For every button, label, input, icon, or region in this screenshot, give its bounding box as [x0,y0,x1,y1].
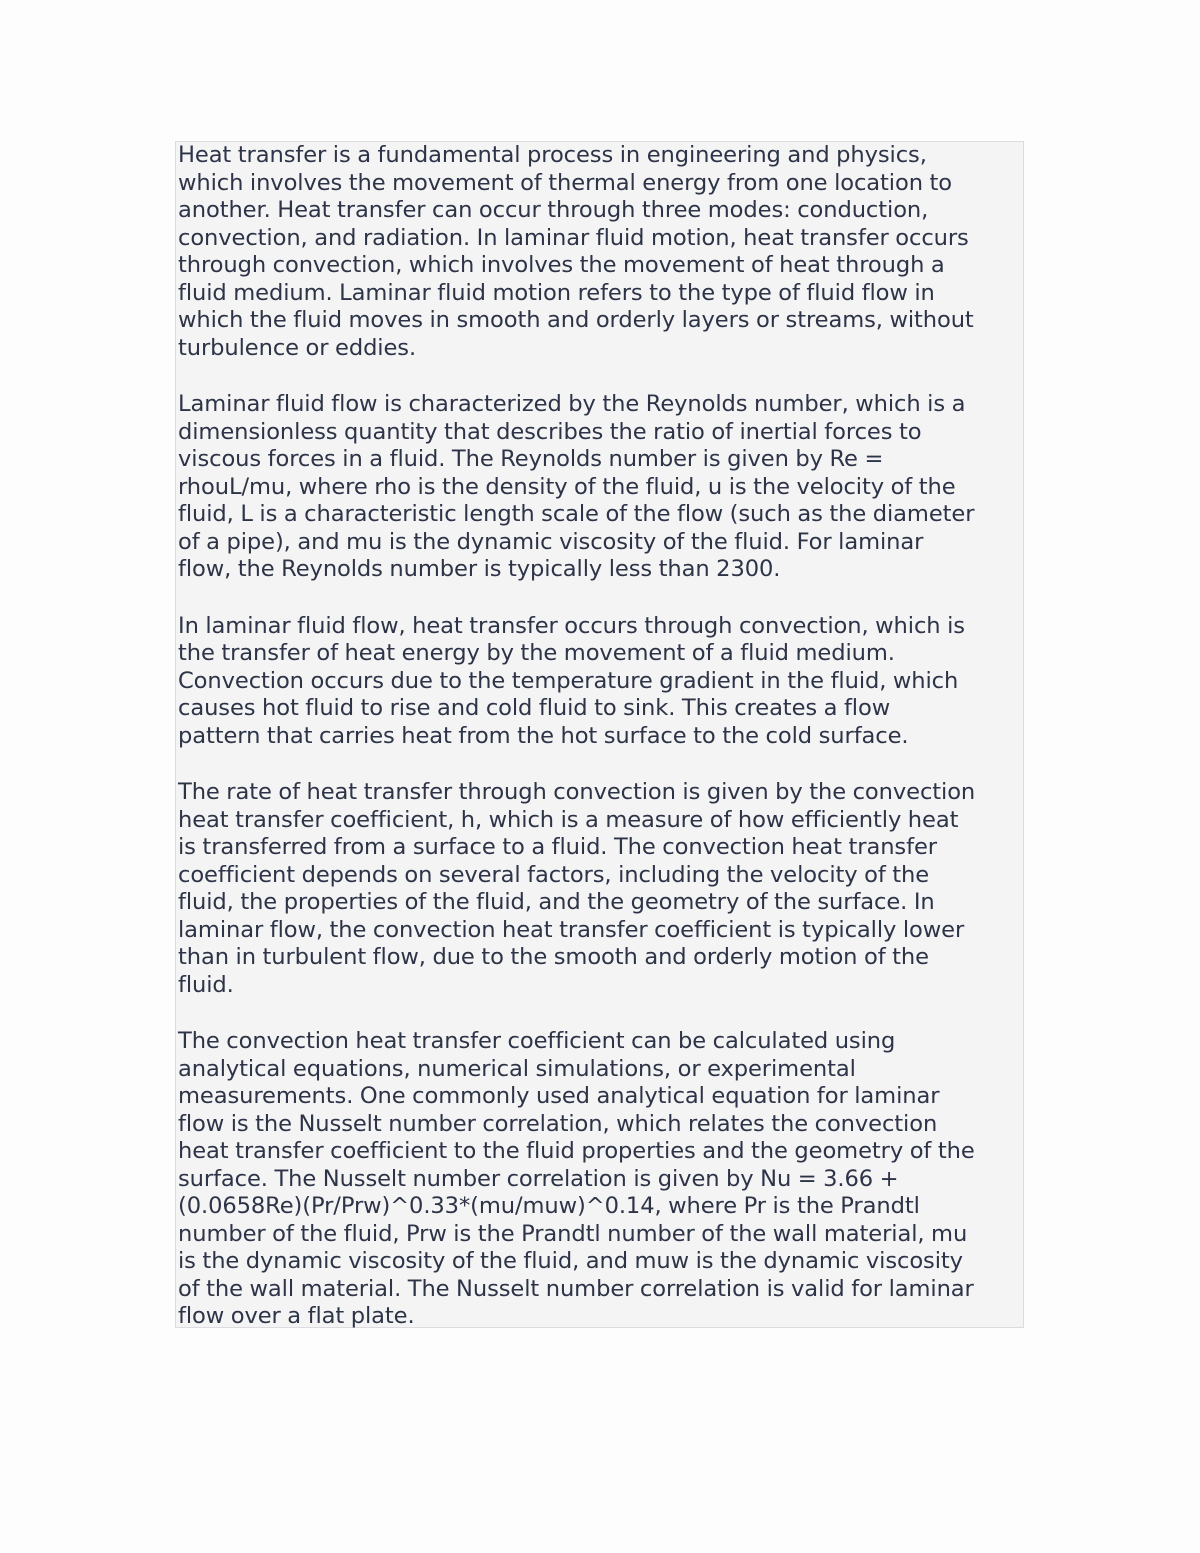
paragraph-convection [178,613,1021,751]
text-line: fluid medium. Laminar fluid motion refers to the type of fluid flow in [178,279,935,306]
text-line: viscous forces in a fluid. The Reynolds number is given by Re = [178,446,884,472]
text-line: heat transfer coefficient, h, which is a measure of how efficiently heat [178,806,959,833]
text-line: (0.0658Re)(Pr/Prw)^0.33*(mu/muw)^0.14, where Pr is the Prandtl [178,1193,920,1219]
text-line: through convection, which involves the movement of heat through a [178,252,945,278]
text-line: The rate of heat transfer through convection is given by the convection [178,779,976,805]
text-line: rhouL/mu, where rho is the density of the fluid, u is the velocity of the [178,473,956,500]
text-line: convection, and radiation. In laminar fluid motion, heat transfer occurs [178,224,969,251]
text-line: Convection occurs due to the temperature gradient in the fluid, which [178,667,959,694]
text-line: which the fluid moves in smooth and orderly layers or streams, without [178,307,974,333]
text-line: coefficient depends on several factors, including the velocity of the [178,861,930,888]
text-line: fluid, the properties of the fluid, and the geometry of the surface. In [178,889,935,915]
paragraph-heat-transfer-coefficient [178,779,1021,999]
text-line: turbulence or eddies. [178,334,417,361]
text-line: is the dynamic viscosity of the fluid, and muw is the dynamic viscosity [178,1248,963,1274]
text-line: fluid. [178,971,234,998]
paragraph-reynolds-number [178,391,1021,584]
text-line: The convection heat transfer coefficient can be calculated using [178,1028,896,1054]
text-line: surface. The Nusselt number correlation is given by Nu = 3.66 + [178,1165,899,1192]
text-line: pattern that carries heat from the hot surface to the cold surface. [178,722,909,749]
text-line: flow over a flat plate. [178,1303,415,1329]
document-text-box [175,141,1024,1328]
text-line: number of the fluid, Prw is the Prandtl number of the wall material, mu [178,1220,968,1247]
text-line: Laminar fluid flow is characterized by the Reynolds number, which is a [178,391,966,417]
paragraph-nusselt-correlation [178,1028,1021,1331]
text-line: of the wall material. The Nusselt number correlation is valid for laminar [178,1275,974,1302]
text-line: than in turbulent flow, due to the smooth and orderly motion of the [178,944,929,970]
text-line: is transferred from a surface to a fluid. The convection heat transfer [178,834,937,860]
text-line: measurements. One commonly used analytical equation for laminar [178,1083,940,1109]
text-line: causes hot fluid to rise and cold fluid to sink. This creates a flow [178,695,891,721]
text-line: which involves the movement of thermal energy from one location to [178,169,952,196]
text-line: fluid, L is a characteristic length scale of the flow (such as the diameter [178,501,975,527]
paragraph-heat-transfer-intro [178,142,1021,362]
text-line: laminar flow, the convection heat transfer coefficient is typically lower [178,916,965,943]
text-line: heat transfer coefficient to the fluid properties and the geometry of the [178,1138,975,1164]
text-line: flow is the Nusselt number correlation, which relates the convection [178,1110,938,1137]
text-line: analytical equations, numerical simulations, or experimental [178,1055,856,1082]
text-line: dimensionless quantity that describes the ratio of inertial forces to [178,418,922,445]
text-line: In laminar fluid flow, heat transfer occurs through convection, which is [178,612,965,639]
text-line: Heat transfer is a fundamental process in engineering and physics, [178,142,927,168]
text-line: of a pipe), and mu is the dynamic viscosity of the fluid. For laminar [178,528,924,555]
text-line: another. Heat transfer can occur through three modes: conduction, [178,197,929,223]
text-line: the transfer of heat energy by the movement of a fluid medium. [178,640,895,666]
text-line: flow, the Reynolds number is typically less than 2300. [178,556,781,582]
